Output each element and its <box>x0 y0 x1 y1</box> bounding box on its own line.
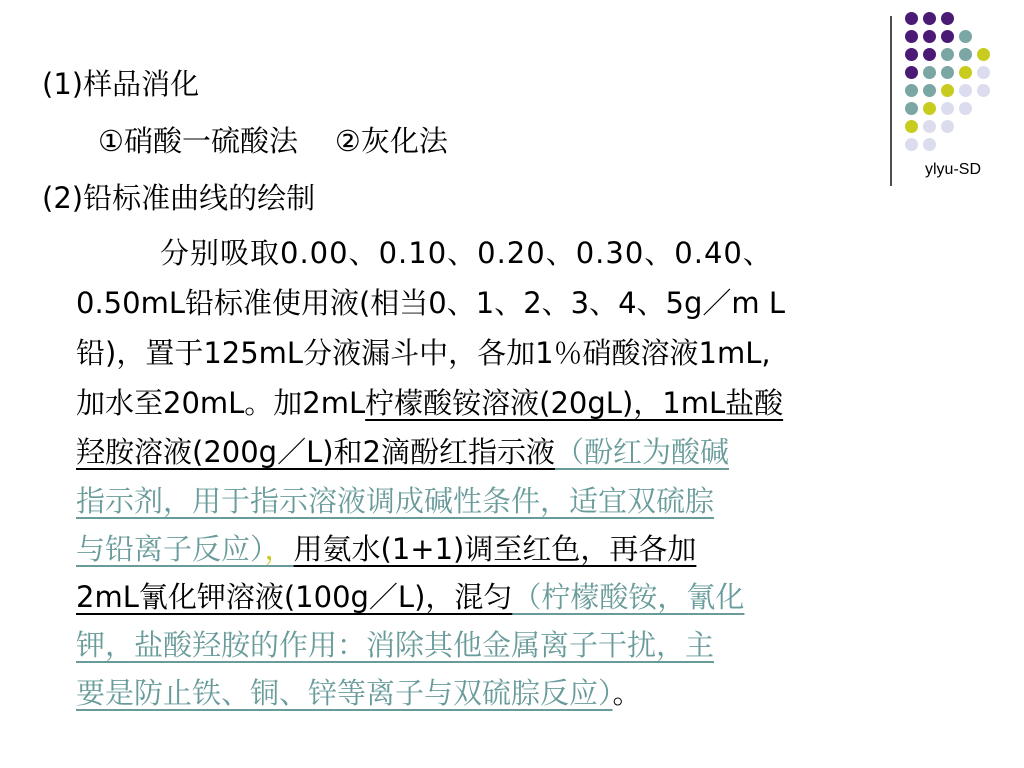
paragraph-line-3: 铅)，置于125mL分液漏斗中，各加1％硝酸溶液1mL, <box>76 336 771 370</box>
paragraph-line-4 <box>76 383 783 423</box>
section-1-title: (1)样品消化 <box>42 67 200 101</box>
paragraph-line-1: 分别吸取0.00、0.10、0.20、0.30、0.40、 <box>160 236 773 270</box>
annotation-line-5: （酚红为酸碱 <box>555 435 730 469</box>
annotation-line-10: 要是防止铁、铜、锌等离子与双硫腙反应） <box>76 676 613 710</box>
paragraph-line-10 <box>76 673 642 713</box>
brand-label: ylyu-SD <box>925 161 982 178</box>
paragraph-line-7 <box>76 529 696 569</box>
paragraph-line-8 <box>76 577 744 617</box>
paragraph-line-4-underlined: 柠檬酸铵溶液(20gL)，1mL盐酸 <box>365 386 784 420</box>
paragraph-line-5 <box>76 432 729 472</box>
annotation-line-9: 钾，盐酸羟胺的作用：消除其他金属离子干扰，主 <box>76 628 715 662</box>
paragraph-line-4-plain: 加水至20mL。加2mL <box>76 386 366 420</box>
paragraph-line-2: 0.50mL铅标准使用液(相当0、1、2、3、4、5g／m L <box>76 286 786 320</box>
final-period: 。 <box>612 676 642 710</box>
annotation-line-7: 与铅离子反应） <box>76 532 265 566</box>
section-2-title: (2)铅标准曲线的绘制 <box>42 181 316 215</box>
annotation-line-6: 指示剂，用于指示溶液调成碱性条件，适宜双硫腙 <box>76 484 715 518</box>
section-1-methods: ①硝酸一硫酸法 ②灰化法 <box>98 124 448 158</box>
paragraph-line-8-underlined: 2mL氰化钾溶液(100g／L)，混匀 <box>76 580 513 614</box>
paragraph-line-7-underlined: 用氨水(1+1)调至红色，再各加 <box>293 532 697 566</box>
paragraph-line-5-underlined: 羟胺溶液(200g／L)和2滴酚红指示液 <box>76 435 555 469</box>
annotation-comma: ， <box>264 532 294 566</box>
annotation-line-8: （柠檬酸铵，氰化 <box>512 580 745 614</box>
